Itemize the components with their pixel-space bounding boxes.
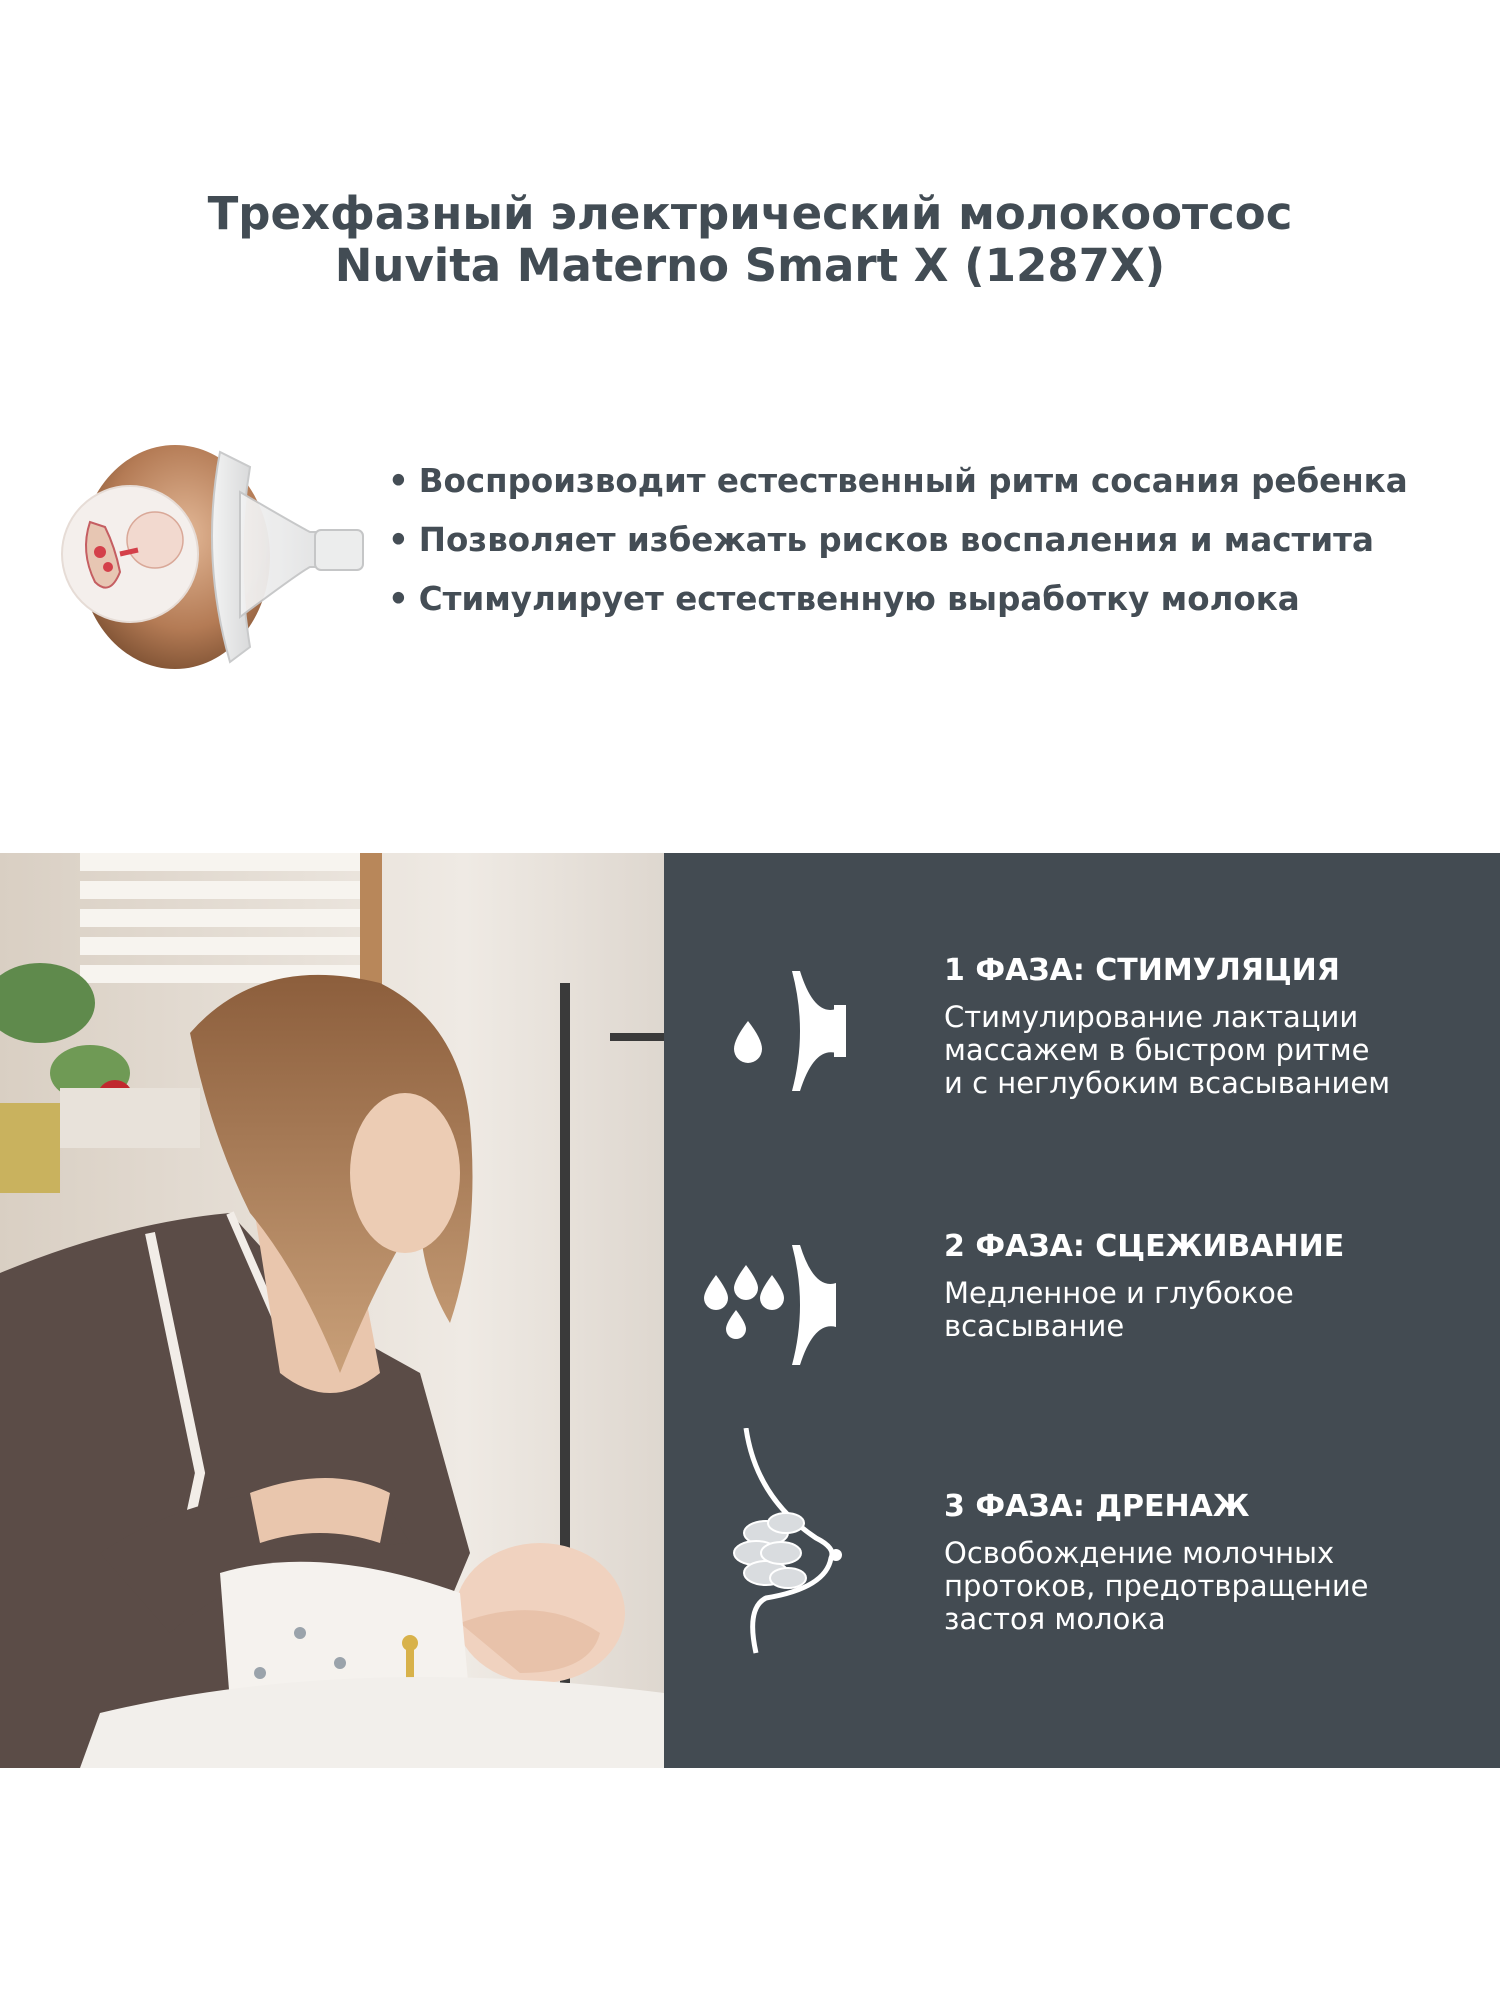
multiple-drops-flange-icon bbox=[696, 1235, 846, 1365]
breast-shield-illustration bbox=[60, 432, 390, 677]
benefit-item: • Стимулирует естественную выработку молока bbox=[388, 570, 1408, 629]
phase-2-title: 2 ФАЗА: СЦЕЖИВАНИЕ bbox=[944, 1229, 1345, 1264]
page-title bbox=[0, 188, 1500, 292]
phases-panel bbox=[664, 853, 1500, 1768]
title-line-2: Nuvita Materno Smart X (1287X) bbox=[334, 239, 1166, 292]
benefit-item: • Воспроизводит естественный ритм сосания ребенка bbox=[388, 452, 1408, 511]
single-drop-flange-icon bbox=[716, 961, 846, 1091]
phase-3-description: Освобождение молочных протоков, предотвращение застоя молока bbox=[944, 1536, 1369, 1636]
breastfeeding-photo bbox=[0, 853, 664, 1768]
phase-1-description: Стимулирование лактации массажем в быстром ритме и с неглубоким всасыванием bbox=[944, 1000, 1391, 1100]
phase-3-title: 3 ФАЗА: ДРЕНАЖ bbox=[944, 1489, 1250, 1524]
benefit-item: • Позволяет избежать рисков воспаления и мастита bbox=[388, 511, 1408, 570]
benefits-list bbox=[388, 452, 1408, 629]
title-line-1: Трехфазный электрический молокоотсос bbox=[207, 187, 1293, 240]
breast-ducts-icon bbox=[726, 1428, 856, 1658]
phase-1-title: 1 ФАЗА: СТИМУЛЯЦИЯ bbox=[944, 953, 1340, 988]
phase-2-description: Медленное и глубокое всасывание bbox=[944, 1276, 1294, 1343]
